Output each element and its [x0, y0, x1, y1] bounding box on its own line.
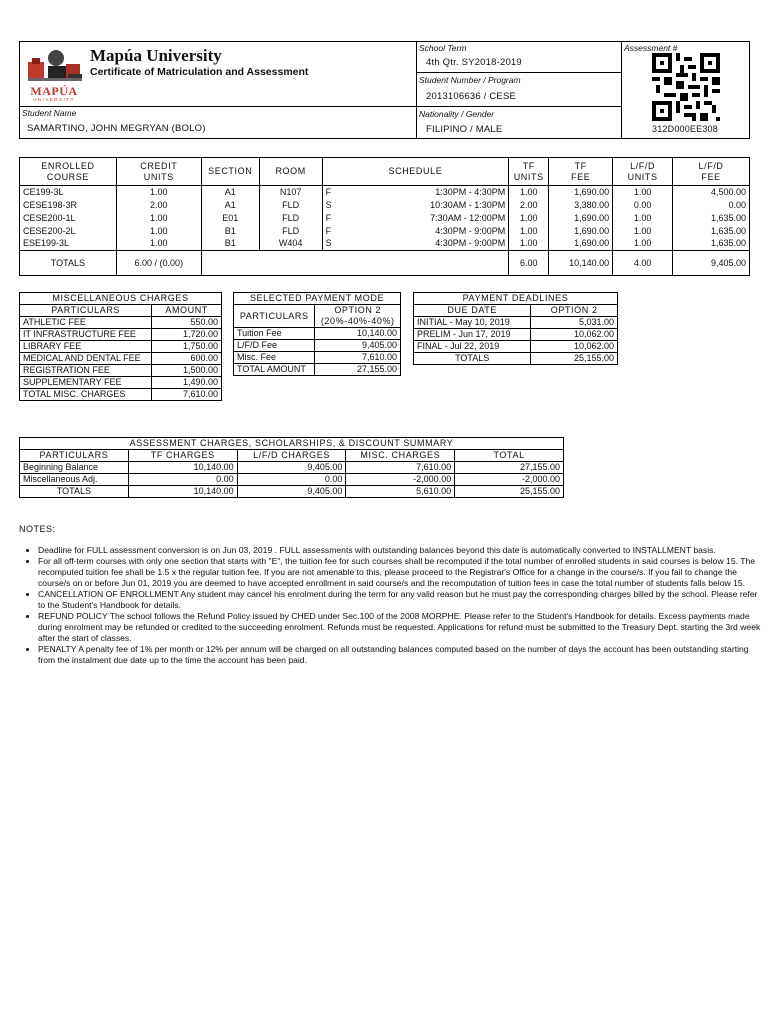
courses-totals-row — [20, 251, 750, 276]
notes-list — [24, 545, 766, 666]
payment-total-row — [234, 364, 401, 376]
deadline-row — [414, 329, 618, 341]
misc-row — [20, 377, 222, 389]
room: FLD — [259, 225, 322, 238]
credit-units: 1.00 — [116, 186, 201, 199]
totals-credit: 6.00 / (0.00) — [116, 251, 201, 276]
misc-particular: SUPPLEMENTARY FEE — [20, 377, 152, 389]
room: FLD — [259, 199, 322, 212]
deadlines-total-label: TOTALS — [414, 353, 531, 365]
course-code: ESE199-3L — [20, 238, 117, 251]
col-lfd-fee: L/F/D FEE — [673, 158, 750, 186]
schedule-day: S — [325, 238, 332, 249]
logo-emblem-icon — [24, 44, 86, 86]
payment-row — [234, 340, 401, 352]
school-term-label: School Term — [419, 43, 467, 53]
lfd-units: 1.00 — [613, 238, 673, 251]
summary-col-header: TF CHARGES — [128, 450, 237, 462]
col-schedule: SCHEDULE — [322, 158, 509, 186]
student-number: 2013106636 / CESE — [426, 91, 517, 102]
note-item: • PENALTY A penalty fee of 1% per month or 12% per annum will be charged on all outstanding balances computed based on the number of days the account has been outstanding starting from the instalment due date up to the time the account has been paid. — [38, 644, 766, 666]
misc-row — [20, 329, 222, 341]
totals-tf-fee: 10,140.00 — [549, 251, 613, 276]
schedule-time: 1:30PM - 4:30PM — [435, 186, 506, 197]
course-row — [20, 212, 750, 225]
col-tf-units: TF UNITS — [509, 158, 549, 186]
summary-value: 27,155.00 — [455, 462, 564, 474]
deadline-row — [414, 317, 618, 329]
lfd-fee: 0.00 — [673, 199, 750, 212]
credit-units: 1.00 — [116, 238, 201, 251]
misc-row — [20, 365, 222, 377]
course-code: CESE198-3R — [20, 199, 117, 212]
totals-tf-units: 6.00 — [509, 251, 549, 276]
schedule — [322, 212, 509, 225]
deadline-date: FINAL - Jul 22, 2019 — [414, 341, 531, 353]
payment-row — [234, 352, 401, 364]
section: B1 — [201, 238, 259, 251]
note-item: • Deadline for FULL assessment conversion is on Jun 03, 2019 . FULL assessments with outstanding balances beyond this date is automatically converted to INSTALLMENT basis. — [38, 545, 766, 556]
course-row — [20, 186, 750, 199]
courses-header-row — [20, 158, 750, 186]
course-code: CESE200-2L — [20, 225, 117, 238]
misc-particular: REGISTRATION FEE — [20, 365, 152, 377]
divider-v2 — [621, 41, 622, 139]
summary-value: 10,140.00 — [128, 462, 237, 474]
assessment-label: Assessment # — [624, 43, 678, 53]
payment-particular: L/F/D Fee — [234, 340, 315, 352]
payment-particular: Misc. Fee — [234, 352, 315, 364]
section: B1 — [201, 225, 259, 238]
credit-units: 1.00 — [116, 212, 201, 225]
misc-row — [20, 317, 222, 329]
summary-value: 7,610.00 — [346, 462, 455, 474]
tf-fee: 1,690.00 — [549, 238, 613, 251]
school-term: 4th Qtr. SY2018-2019 — [426, 57, 522, 68]
deadlines-col-date: DUE DATE — [414, 305, 531, 317]
totals-lfd-fee: 9,405.00 — [673, 251, 750, 276]
course-row — [20, 225, 750, 238]
deadlines-table — [413, 292, 618, 365]
col-room: ROOM — [259, 158, 322, 186]
misc-row — [20, 341, 222, 353]
payment-mode-title: SELECTED PAYMENT MODE — [234, 293, 401, 305]
summary-total-value: 5,610.00 — [346, 486, 455, 498]
payment-particular: Tuition Fee — [234, 328, 315, 340]
col-section: SECTION — [201, 158, 259, 186]
misc-amount: 1,750.00 — [152, 341, 222, 353]
note-item: • REFUND POLICY The school follows the Refund Policy issued by CHED under Sec.100 of the 2008 MORPHE. Please refer to the Student's Handbook for details. Excess payments made during enrolment may be refunded or credited to the succeeding enrolment. Refunds must be requested. Applications for refund must be submitted to the Treasury Dept. starting the 3rd week after the start of classes. — [38, 611, 766, 644]
payment-col-option: OPTION 2 (20%-40%-40%) — [315, 305, 401, 328]
lfd-fee: 4,500.00 — [673, 186, 750, 199]
schedule-time: 7:30AM - 12:00PM — [430, 212, 506, 223]
courses-table — [19, 157, 750, 276]
payment-total: 27,155.00 — [315, 364, 401, 376]
misc-row — [20, 353, 222, 365]
payment-mode-table — [233, 292, 401, 376]
deadlines-total: 25,155.00 — [531, 353, 618, 365]
payment-amount: 7,610.00 — [315, 352, 401, 364]
deadlines-col-option: OPTION 2 — [531, 305, 618, 317]
lfd-fee: 1,635.00 — [673, 225, 750, 238]
credit-units: 2.00 — [116, 199, 201, 212]
course-row — [20, 199, 750, 212]
credit-units: 1.00 — [116, 225, 201, 238]
tf-units: 1.00 — [509, 238, 549, 251]
schedule-time: 4:30PM - 9:00PM — [435, 225, 506, 236]
summary-particular: Miscellaneous Adj. — [20, 474, 129, 486]
lfd-units: 1.00 — [613, 212, 673, 225]
misc-particular: ATHLETIC FEE — [20, 317, 152, 329]
room: FLD — [259, 212, 322, 225]
university-name: Mapúa University — [90, 46, 222, 65]
schedule — [322, 225, 509, 238]
summary-table — [19, 437, 564, 498]
schedule-day: F — [325, 225, 332, 236]
col-credit: CREDIT UNITS — [116, 158, 201, 186]
misc-amount: 1,720.00 — [152, 329, 222, 341]
summary-total-value: 10,140.00 — [128, 486, 237, 498]
totals-label: TOTALS — [20, 251, 117, 276]
deadline-row — [414, 341, 618, 353]
misc-title: MISCELLANEOUS CHARGES — [20, 293, 222, 305]
misc-col-particulars: PARTICULARS — [20, 305, 152, 317]
schedule-time: 10:30AM - 1:30PM — [430, 199, 506, 210]
student-name: SAMARTINO, JOHN MEGRYAN (BOLO) — [27, 123, 206, 134]
course-code: CESE200-1L — [20, 212, 117, 225]
note-item: • For all off-term courses with only one section that starts with "E", the tuition fee for such courses shall be recomputed if the total number of enrolled students in said courses is below 15. The recomputed tuition fee shall be 1.5 x the regular tuition fee. If you are not amenable to this, please proceed to the Registrar's Office for a change in the course/s. If you fail to change the course/s on or before Jun 01, 2019 you are deemed to have accepted enrollment in said course/s and the recomputation of tuition fees in case the total number of students falls below 15. — [38, 556, 766, 589]
deadline-date: INITIAL - May 10, 2019 — [414, 317, 531, 329]
payment-amount: 10,140.00 — [315, 328, 401, 340]
misc-particular: LIBRARY FEE — [20, 341, 152, 353]
summary-col-header: TOTAL — [455, 450, 564, 462]
col-tf-fee: TF FEE — [549, 158, 613, 186]
summary-value: 0.00 — [128, 474, 237, 486]
notes-title: NOTES: — [19, 524, 56, 534]
summary-row — [20, 474, 564, 486]
summary-totals-label: TOTALS — [20, 486, 129, 498]
logo-text: MAPÚA — [30, 84, 78, 98]
schedule — [322, 186, 509, 199]
summary-totals-row — [20, 486, 564, 498]
summary-value: 9,405.00 — [237, 462, 346, 474]
university-logo — [24, 44, 86, 102]
section: A1 — [201, 186, 259, 199]
deadlines-total-row — [414, 353, 618, 365]
schedule-time: 4:30PM - 9:00PM — [435, 238, 506, 249]
lfd-units: 1.00 — [613, 225, 673, 238]
lfd-units: 1.00 — [613, 186, 673, 199]
summary-particular: Beginning Balance — [20, 462, 129, 474]
divider-h-studno — [416, 106, 621, 107]
room: W404 — [259, 238, 322, 251]
divider-v1 — [416, 41, 417, 139]
section: A1 — [201, 199, 259, 212]
tf-fee: 1,690.00 — [549, 186, 613, 199]
course-code: CE199-3L — [20, 186, 117, 199]
misc-total-label: TOTAL MISC. CHARGES — [20, 389, 152, 401]
payment-amount: 9,405.00 — [315, 340, 401, 352]
schedule — [322, 238, 509, 251]
summary-col-header: MISC. CHARGES — [346, 450, 455, 462]
course-row — [20, 238, 750, 251]
schedule-day: F — [325, 186, 332, 197]
student-name-label: Student Name — [22, 108, 77, 118]
tf-units: 1.00 — [509, 212, 549, 225]
summary-total-value: 9,405.00 — [237, 486, 346, 498]
deadline-date: PRELIM - Jun 17, 2019 — [414, 329, 531, 341]
misc-col-amount: AMOUNT — [152, 305, 222, 317]
divider-h-term — [416, 72, 621, 73]
lfd-fee: 1,635.00 — [673, 212, 750, 225]
deadlines-title: PAYMENT DEADLINES — [414, 293, 618, 305]
summary-value: 0.00 — [237, 474, 346, 486]
payment-col-particulars: PARTICULARS — [234, 305, 315, 328]
misc-particular: IT INFRASTRUCTURE FEE — [20, 329, 152, 341]
summary-total-value: 25,155.00 — [455, 486, 564, 498]
misc-amount: 1,490.00 — [152, 377, 222, 389]
totals-lfd-units: 4.00 — [613, 251, 673, 276]
assessment-number: 312D000EE308 — [652, 124, 718, 134]
col-course: ENROLLED COURSE — [20, 158, 117, 186]
summary-value: -2,000.00 — [346, 474, 455, 486]
misc-charges-table — [19, 292, 222, 401]
misc-amount: 1,500.00 — [152, 365, 222, 377]
summary-col-header: L/F/D CHARGES — [237, 450, 346, 462]
payment-total-label: TOTAL AMOUNT — [234, 364, 315, 376]
student-number-label: Student Number / Program — [419, 75, 521, 85]
section: E01 — [201, 212, 259, 225]
lfd-units: 0.00 — [613, 199, 673, 212]
summary-value: -2,000.00 — [455, 474, 564, 486]
room: N107 — [259, 186, 322, 199]
logo-subtext: UNIVERSITY — [32, 97, 75, 102]
nationality: FILIPINO / MALE — [426, 124, 503, 135]
misc-total-row — [20, 389, 222, 401]
schedule-day: F — [325, 212, 332, 223]
tf-units: 1.00 — [509, 225, 549, 238]
summary-title: ASSESSMENT CHARGES, SCHOLARSHIPS, & DISCOUNT SUMMARY — [20, 438, 564, 450]
qr-code-icon — [652, 53, 720, 121]
deadline-amount: 10,062.00 — [531, 341, 618, 353]
col-lfd-units: L/F/D UNITS — [613, 158, 673, 186]
note-item: • CANCELLATION OF ENROLLMENT Any student may cancel his enrolment during the term for any valid reason but he must pay the corresponding charges billed by the school. Please refer to the Student's Handbook for details. — [38, 589, 766, 611]
lfd-fee: 1,635.00 — [673, 238, 750, 251]
divider-h-name — [19, 106, 416, 107]
nationality-label: Nationality / Gender — [419, 109, 495, 119]
schedule-day: S — [325, 199, 332, 210]
deadline-amount: 10,062.00 — [531, 329, 618, 341]
deadline-amount: 5,031.00 — [531, 317, 618, 329]
tf-fee: 1,690.00 — [549, 225, 613, 238]
misc-particular: MEDICAL AND DENTAL FEE — [20, 353, 152, 365]
certificate-title: Certificate of Matriculation and Assessment — [90, 66, 309, 78]
tf-units: 2.00 — [509, 199, 549, 212]
misc-amount: 600.00 — [152, 353, 222, 365]
misc-amount: 550.00 — [152, 317, 222, 329]
misc-total: 7,610.00 — [152, 389, 222, 401]
summary-col-header: PARTICULARS — [20, 450, 129, 462]
tf-fee: 3,380.00 — [549, 199, 613, 212]
payment-row — [234, 328, 401, 340]
tf-fee: 1,690.00 — [549, 212, 613, 225]
summary-row — [20, 462, 564, 474]
schedule — [322, 199, 509, 212]
tf-units: 1.00 — [509, 186, 549, 199]
